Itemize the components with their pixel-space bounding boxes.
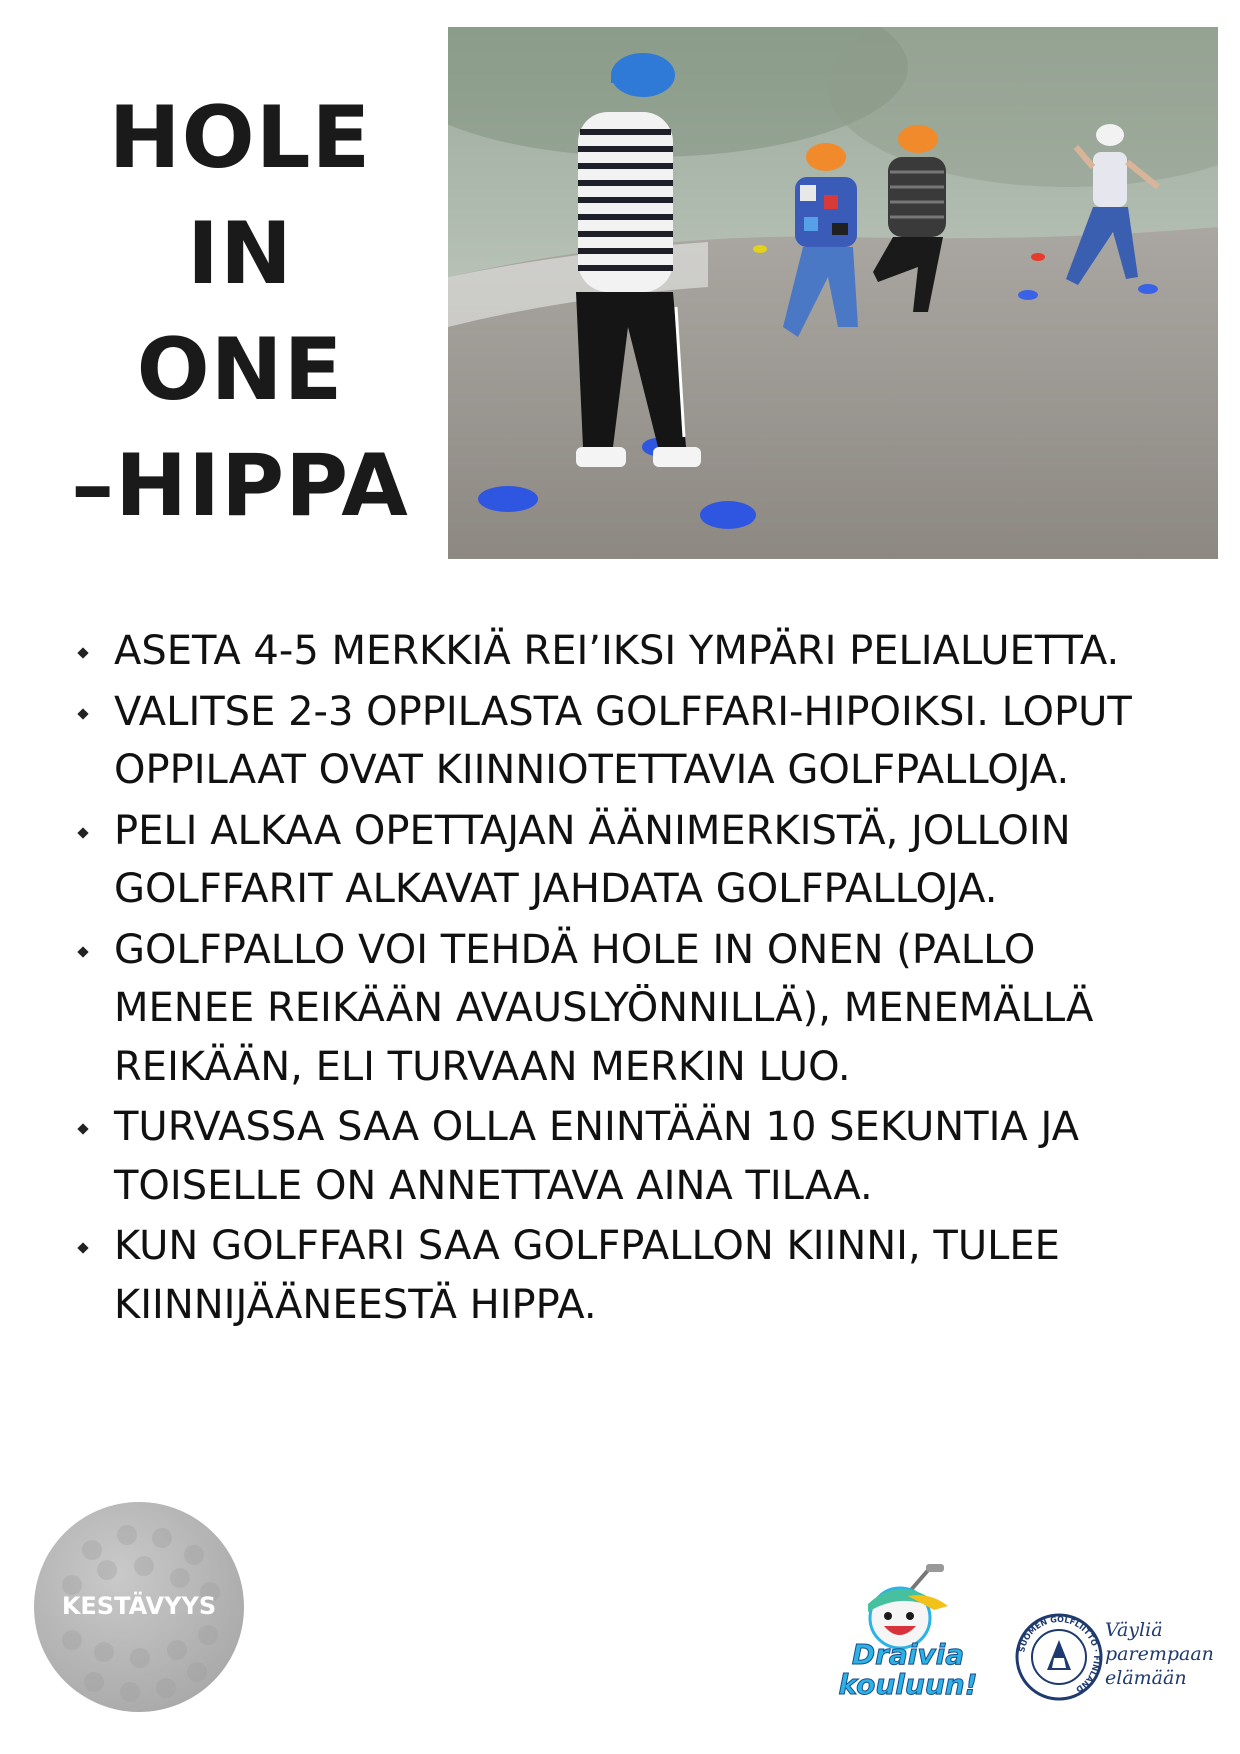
rule-text: VALITSE 2-3 OPPILASTA GOLFFARI-HIPOIKSI. LOPUT OPPILAAT OVAT KIINNIOTETTAVIA GOLFPALLOJA. bbox=[114, 688, 1132, 793]
title-line: –HIPPA bbox=[71, 436, 409, 536]
slogan-line: Väyliä bbox=[1105, 1619, 1163, 1641]
list-item bbox=[70, 622, 1180, 681]
title-line: HOLE bbox=[108, 88, 372, 188]
slogan bbox=[1105, 1618, 1225, 1690]
title-line: ONE bbox=[136, 320, 344, 420]
diamond-bullet-icon bbox=[77, 1242, 88, 1253]
rule-text: TURVASSA SAA OLLA ENINTÄÄN 10 SEKUNTIA JA TOISELLE ON ANNETTAVA AINA TILAA. bbox=[114, 1104, 1079, 1209]
draivia-line: kouluun! bbox=[838, 1668, 978, 1701]
federation-ring-text: SUOMEN GOLFLIITTO · FINLAND bbox=[1017, 1614, 1102, 1695]
diamond-bullet-icon bbox=[77, 708, 88, 719]
category-label: KESTÄVYYS bbox=[61, 1592, 217, 1620]
slogan-line: elämään bbox=[1105, 1667, 1187, 1689]
diamond-bullet-icon bbox=[77, 647, 88, 658]
golf-federation-seal-icon bbox=[1014, 1612, 1104, 1702]
list-item bbox=[70, 921, 1180, 1097]
draivia-logo bbox=[838, 1562, 978, 1712]
poster-title bbox=[40, 80, 440, 544]
list-item bbox=[70, 802, 1180, 919]
rule-text: PELI ALKAA OPETTAJAN ÄÄNIMERKISTÄ, JOLLOIN GOLFFARIT ALKAVAT JAHDATA GOLFPALLOJA. bbox=[114, 807, 1071, 912]
rule-text: ASETA 4-5 MERKKIÄ REI’IKSI YMPÄRI PELIALUETTA. bbox=[114, 628, 1120, 674]
rule-text: GOLFPALLO VOI TEHDÄ HOLE IN ONEN (PALLO MENEE REIKÄÄN AVAUSLYÖNNILLÄ), MENEMÄLLÄ REIKÄÄN, ELI TURVAAN MERKIN LUO. bbox=[114, 926, 1094, 1090]
photo-children-playing-tag-icon bbox=[448, 27, 1218, 559]
diamond-bullet-icon bbox=[77, 827, 88, 838]
rules-list bbox=[70, 622, 1180, 1336]
draivia-wordmark bbox=[838, 1640, 978, 1700]
game-photo bbox=[448, 27, 1218, 559]
draivia-line: Draivia bbox=[851, 1638, 965, 1671]
slogan-line: parempaan bbox=[1105, 1643, 1214, 1665]
diamond-bullet-icon bbox=[77, 1123, 88, 1134]
category-badge bbox=[32, 1500, 246, 1714]
list-item bbox=[70, 1098, 1180, 1215]
list-item bbox=[70, 683, 1180, 800]
rule-text: KUN GOLFFARI SAA GOLFPALLON KIINNI, TULEE KIINNIJÄÄNEESTÄ HIPPA. bbox=[114, 1223, 1060, 1328]
golf-federation-logo bbox=[1014, 1612, 1104, 1702]
list-item bbox=[70, 1217, 1180, 1334]
diamond-bullet-icon bbox=[77, 946, 88, 957]
title-line: IN bbox=[187, 204, 293, 304]
